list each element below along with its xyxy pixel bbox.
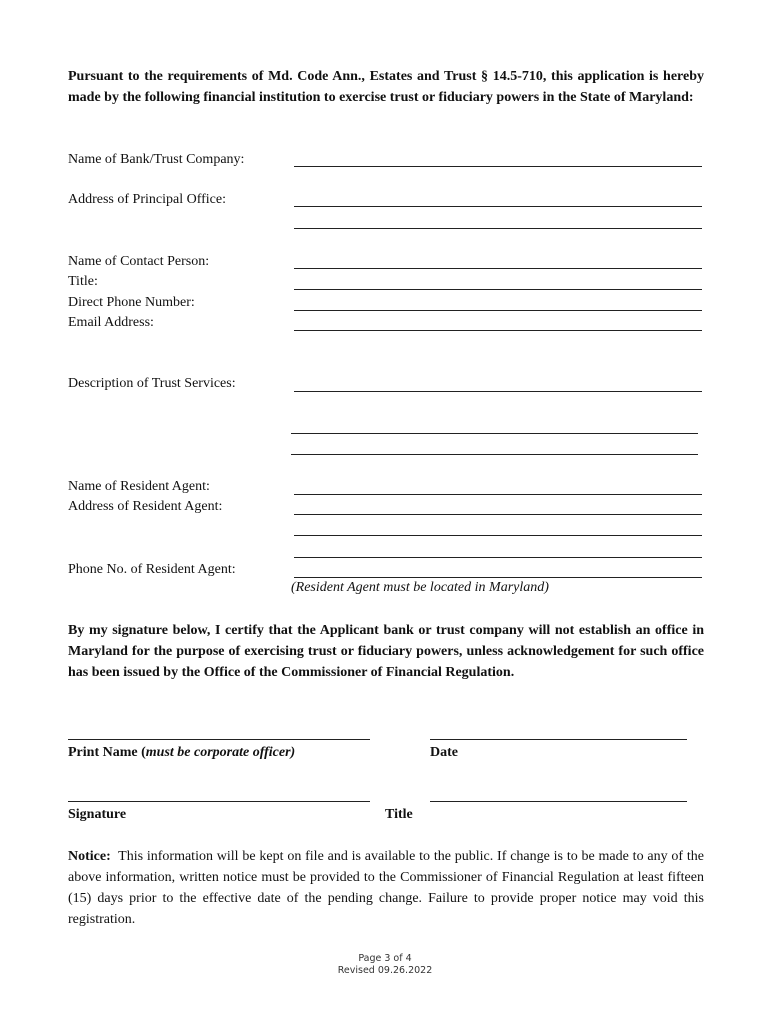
email-label: Email Address:: [68, 315, 154, 330]
resident-agent-name-field[interactable]: [294, 494, 702, 495]
resident-agent-address-field-line-3[interactable]: [294, 557, 702, 558]
certification-paragraph: By my signature below, I certify that the Applicant bank or trust company will not establish an office in Maryland for the purpose of exercising trust or fiduciary powers, unless acknowledgement for such office has been issued by the Office of the Commissioner of Financial Regulation.: [68, 623, 704, 680]
principal-office-label: Address of Principal Office:: [68, 192, 226, 207]
title-label: Title:: [68, 274, 98, 289]
email-field[interactable]: [294, 330, 702, 331]
bank-name-label: Name of Bank/Trust Company:: [68, 152, 245, 167]
contact-person-label: Name of Contact Person:: [68, 254, 210, 269]
signature-field[interactable]: [68, 801, 370, 802]
signature-label: Signature: [68, 807, 127, 822]
resident-agent-phone-field[interactable]: [294, 577, 702, 578]
title-signature-field[interactable]: [430, 801, 687, 802]
contact-person-field[interactable]: [294, 268, 702, 269]
resident-agent-note: (Resident Agent must be located in Maryland): [291, 580, 549, 595]
intro-paragraph: Pursuant to the requirements of Md. Code Ann., Estates and Trust § 14.5-710, this application is hereby made by the following financial institution to exercise trust or fiduciary powers in the State of Maryland:: [68, 69, 704, 105]
trust-services-field-line-1[interactable]: [294, 391, 702, 392]
print-name-label: Print Name (must be corporate officer): [68, 745, 296, 760]
phone-field[interactable]: [294, 310, 702, 311]
date-label: Date: [430, 745, 458, 760]
notice-paragraph: [68, 846, 704, 930]
resident-agent-address-field-line-2[interactable]: [294, 535, 702, 536]
revised-date: Revised 09.26.2022: [337, 965, 433, 976]
trust-services-label: Description of Trust Services:: [68, 376, 236, 391]
page-number: Page 3 of 4: [358, 953, 412, 964]
principal-office-field-line-1[interactable]: [294, 206, 702, 207]
resident-agent-name-label: Name of Resident Agent:: [68, 479, 210, 494]
notice-label: Notice:: [68, 849, 111, 864]
resident-agent-phone-label: Phone No. of Resident Agent:: [68, 562, 236, 577]
title-field[interactable]: [294, 289, 702, 290]
resident-agent-address-field-line-1[interactable]: [294, 514, 702, 515]
bank-name-field[interactable]: [294, 166, 702, 167]
principal-office-field-line-2[interactable]: [294, 228, 702, 229]
resident-agent-address-label: Address of Resident Agent:: [68, 499, 223, 514]
notice-text: This information will be kept on file and is available to the public. If change is to be made to any of the above information, written notice must be provided to the Commissioner of Financial Regulation at least fifteen (15) days prior to the effective date of the pending change. Failure to provide proper notice may void this registration.: [68, 849, 704, 927]
phone-label: Direct Phone Number:: [68, 295, 195, 310]
date-field[interactable]: [430, 739, 687, 740]
signature-title-label: Title: [385, 807, 413, 822]
trust-services-field-line-2[interactable]: [291, 433, 698, 434]
trust-services-field-line-3[interactable]: [291, 454, 698, 455]
print-name-field[interactable]: [68, 739, 370, 740]
